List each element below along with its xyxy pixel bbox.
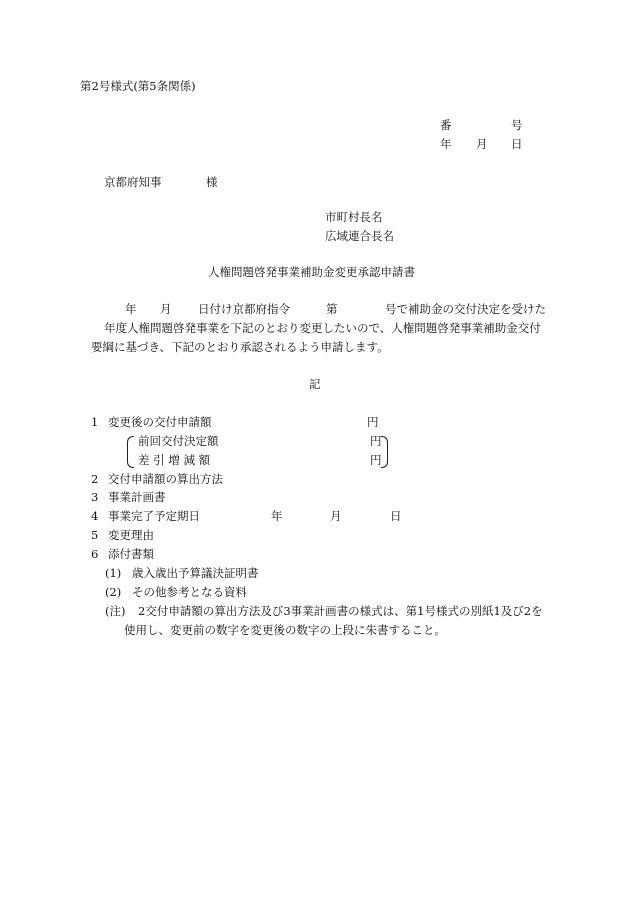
item-4-month: 月 [330,509,342,523]
addressee-name: 京都府知事 [104,175,162,189]
body-year: 年 [125,302,137,316]
date-year-label: 年 [440,137,452,151]
note-line2: 使用し、変更前の数字を変更後の数字の上段に朱書すること。 [124,623,446,637]
item-4-label: 事業完了予定期日 [108,509,200,523]
item-3-label: 事業計画書 [108,490,166,504]
sub-previous-unit: 円 [370,434,382,448]
item-2-number: 2 [91,472,99,486]
body-dated: 日付け京都府指令 [198,302,290,316]
body-dai: 第 [326,302,338,316]
item-6-number: 6 [91,547,99,561]
body-line3: 要綱に基づき、下記のとおり承認されるよう申請します。 [91,340,389,354]
date-month-label: 月 [476,137,488,151]
item-4-number: 4 [91,509,99,523]
attachment-2-label: その他参考となる資料 [132,585,247,599]
item-1-unit: 円 [367,415,379,429]
item-5-number: 5 [91,528,99,542]
attachment-2-number: (2) [105,585,122,599]
document-title: 人権問題啓発事業補助金変更承認申請書 [208,265,415,279]
addressee-honorific: 様 [206,175,218,189]
sub-difference-label: 差 引 増 減 額 [138,453,211,467]
ban-label: 番 [440,118,452,132]
item-5-label: 変更理由 [108,528,154,542]
body-month: 月 [160,302,172,316]
applicant-mayor: 市町村長名 [325,210,383,224]
attachment-1-label: 歳入歳出予算議決証明書 [132,566,259,580]
sub-difference-unit: 円 [370,453,382,467]
right-brace [381,436,388,468]
item-1-label: 変更後の交付申請額 [108,415,212,429]
attachment-1-number: (1) [105,566,122,580]
item-2-label: 交付申請額の算出方法 [108,472,223,486]
note-line1: 2交付申請額の算出方法及び3事業計画書の様式は、第1号様式の別紙1及び2を [138,604,543,618]
applicant-union: 広域連合長名 [325,229,394,243]
ki-heading: 記 [309,377,321,391]
item-4-year: 年 [271,509,283,523]
body-line1-rest: 号で補助金の交付決定を受けた [385,302,546,316]
date-day-label: 日 [511,137,523,151]
item-6-label: 添付書類 [108,547,154,561]
left-brace [127,436,134,468]
item-1-number: 1 [91,415,99,429]
body-line2: 年度人権問題啓発事業を下記のとおり変更したいので、人権問題啓発事業補助金交付 [104,321,541,335]
item-4-day: 日 [390,509,402,523]
form-number: 第2号様式(第5条関係) [80,79,196,93]
sub-previous-label: 前回交付決定額 [138,434,219,448]
note-number: (注) [105,604,126,618]
go-label: 号 [511,118,523,132]
item-3-number: 3 [91,490,99,504]
